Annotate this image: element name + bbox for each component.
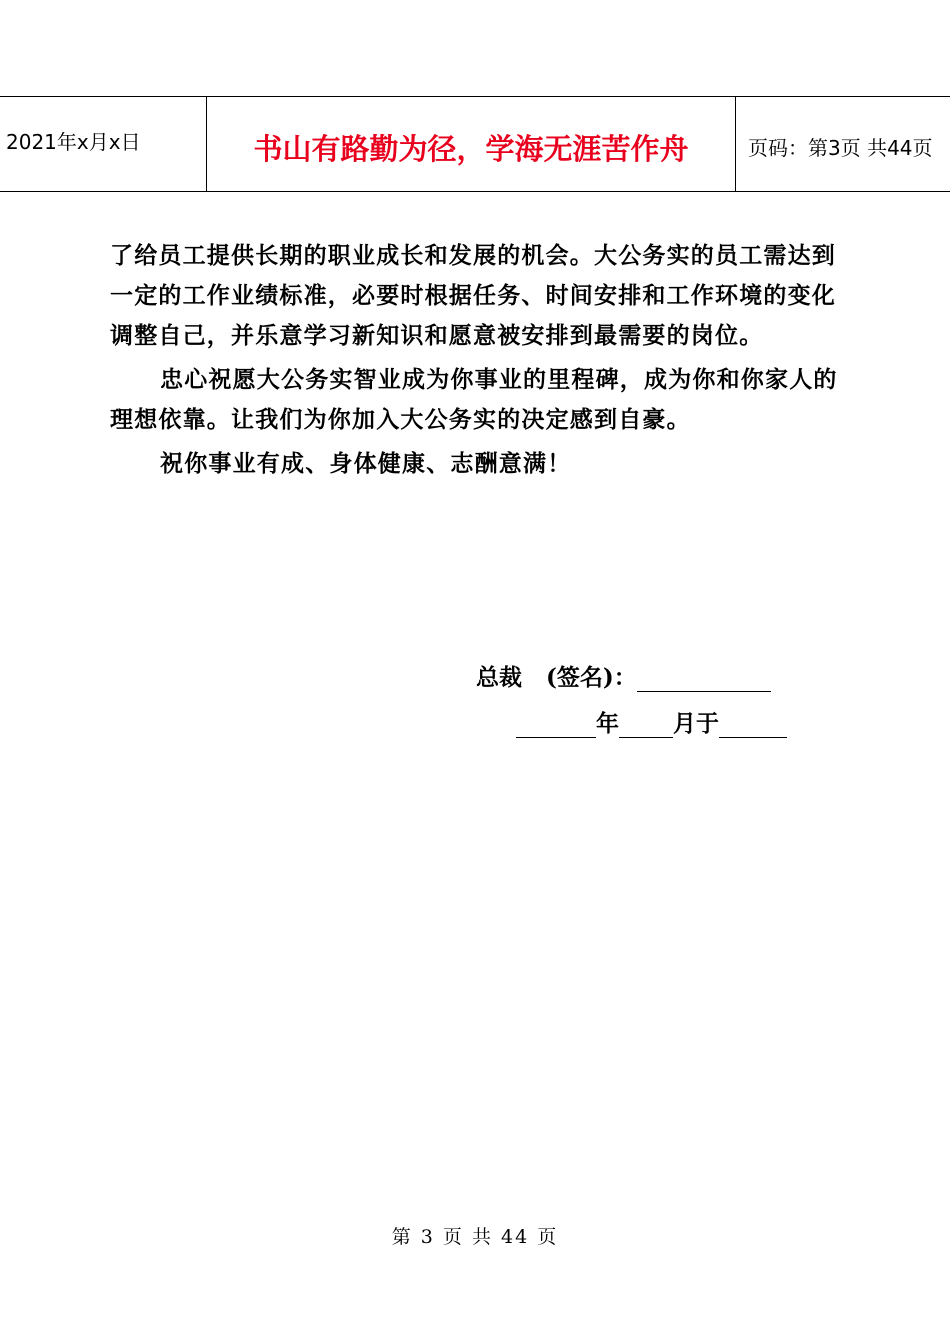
month-blank[interactable] bbox=[619, 711, 673, 738]
year-label: 年 bbox=[596, 710, 619, 737]
paragraph-3: 祝你事业有成、身体健康、志酬意满！ bbox=[160, 450, 572, 477]
header-date: 2021年x月x日 bbox=[0, 97, 207, 191]
page-header bbox=[0, 96, 950, 192]
page-footer: 第 3 页 共 44 页 bbox=[391, 1226, 559, 1248]
month-label: 月于 bbox=[673, 710, 719, 737]
header-page-indicator: 页码：第3页 共44页 bbox=[748, 135, 933, 160]
paragraph-1: 了给员工提供长期的职业成长和发展的机会。大公务实的员工需达到一定的工作业绩标准，必要时根据任务、时间安排和工作环境的变化调整自己，并乐意学习新知识和愿意被安排到最需要的岗位。 bbox=[110, 242, 836, 349]
paragraph-2: 忠心祝愿大公务实智业成为你事业的里程碑，成为你和你家人的理想依靠。让我们为你加入大公务实的决定感到自豪。 bbox=[110, 366, 838, 433]
signature-line bbox=[476, 659, 771, 692]
day-blank[interactable] bbox=[719, 711, 787, 738]
signature-blank[interactable] bbox=[637, 665, 771, 692]
letter-body bbox=[110, 236, 850, 488]
signature-date-line bbox=[516, 705, 787, 738]
signature-label: 总裁 (签名)： bbox=[476, 664, 637, 691]
header-motto: 书山有路勤为径，学海无涯苦作舟 bbox=[207, 97, 736, 191]
year-blank[interactable] bbox=[516, 711, 596, 738]
